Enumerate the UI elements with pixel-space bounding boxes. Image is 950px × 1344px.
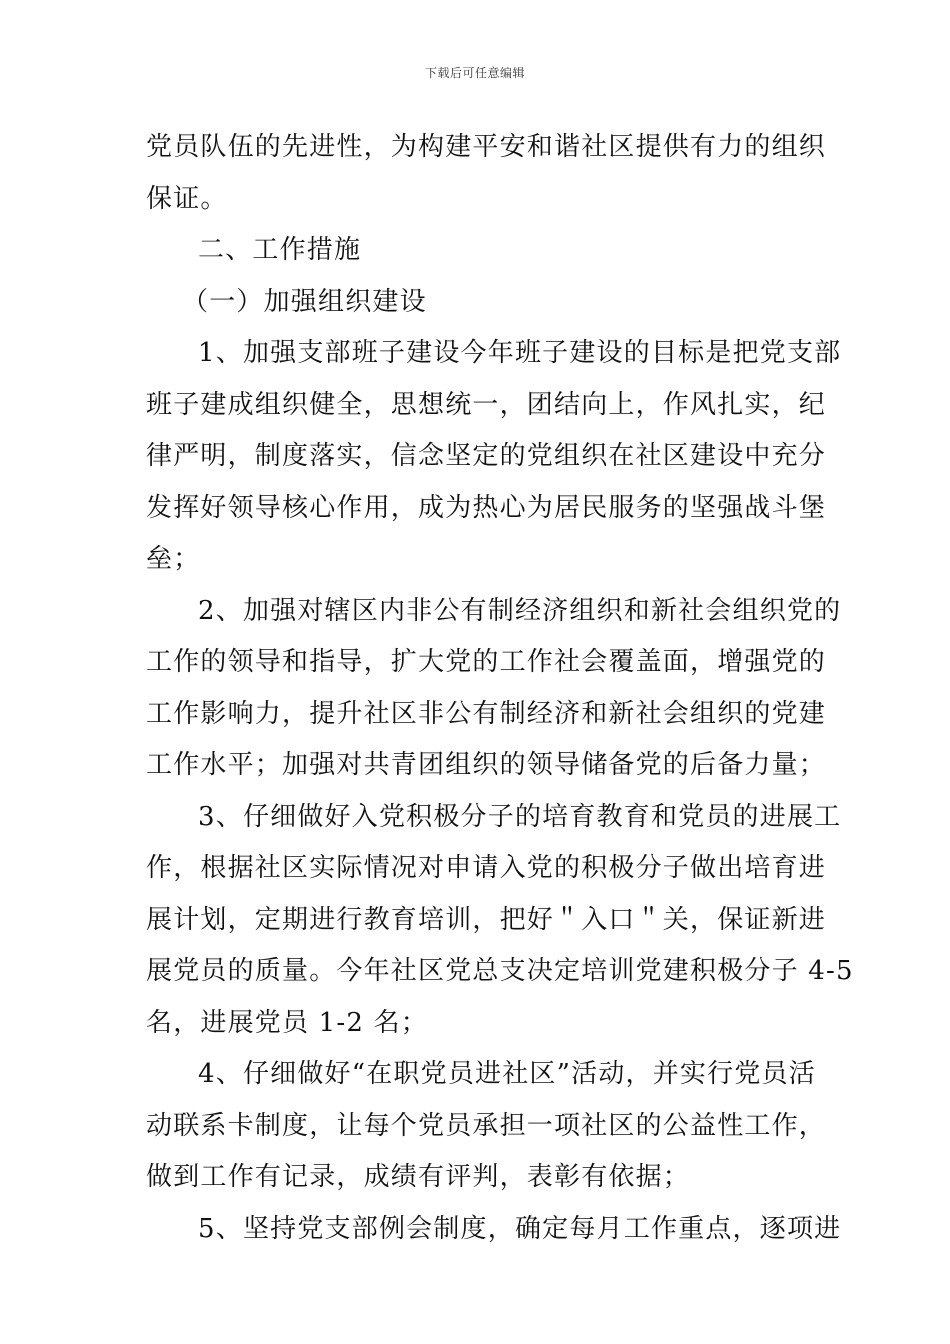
paragraph-line: 发挥好领导核心作用，成为热心为居民服务的坚强战斗堡: [146, 492, 827, 523]
paragraph-line: 作，根据社区实际情况对申请入党的积极分子做出培育进: [146, 853, 827, 883]
paragraph-line: 动联系卡制度，让每个党员承担一项社区的公益性工作，: [146, 1110, 827, 1141]
paragraph-line: 律严明，制度落实，信念坚定的党组织在社区建设中充分: [146, 441, 827, 471]
paragraph-line: 5、坚持党支部例会制度，确定每月工作重点，逐项进: [198, 1213, 842, 1244]
paragraph-line: 1、加强支部班子建设今年班子建设的目标是把党支部: [198, 338, 842, 368]
paragraph-line: 保证。: [146, 183, 228, 214]
paragraph-line: 3、仔细做好入党积极分子的培育教育和党员的进展工: [198, 801, 842, 832]
paragraph-line: 名，进展党员 1-2 名；: [146, 1007, 428, 1038]
subsection-heading: （一）加强组织建设: [182, 286, 427, 317]
paragraph-line: 2、加强对辖区内非公有制经济组织和新社会组织党的: [198, 595, 842, 626]
paragraph-line: 4、仔细做好“在职党员进社区”活动，并实行党员活: [198, 1059, 816, 1089]
paragraph-line: 工作影响力，提升社区非公有制经济和新社会组织的党建: [146, 698, 827, 729]
paragraph-line: 党员队伍的先进性，为构建平安和谐社区提供有力的组织: [146, 132, 827, 162]
paragraph-line: 展计划，定期进行教育培训，把好＂入口＂关，保证新进: [146, 904, 827, 935]
paragraph-line: 工作水平；加强对共青团组织的领导储备党的后备力量；: [146, 750, 827, 780]
section-heading: 二、工作措施: [198, 235, 362, 265]
document-body: [146, 122, 854, 1255]
paragraph-line: 展党员的质量。今年社区党总支决定培训党建积极分子 4-5: [146, 956, 854, 986]
paragraph-line: 班子建成组织健全，思想统一，团结向上，作风扎实，纪: [146, 389, 827, 420]
header-note: 下载后可任意编辑: [424, 66, 525, 80]
paragraph-line: 做到工作有记录，成绩有评判，表彰有依据；: [146, 1162, 691, 1192]
paragraph-line: 垒；: [146, 544, 201, 574]
paragraph-line: 工作的领导和指导，扩大党的工作社会覆盖面，增强党的: [146, 647, 827, 677]
